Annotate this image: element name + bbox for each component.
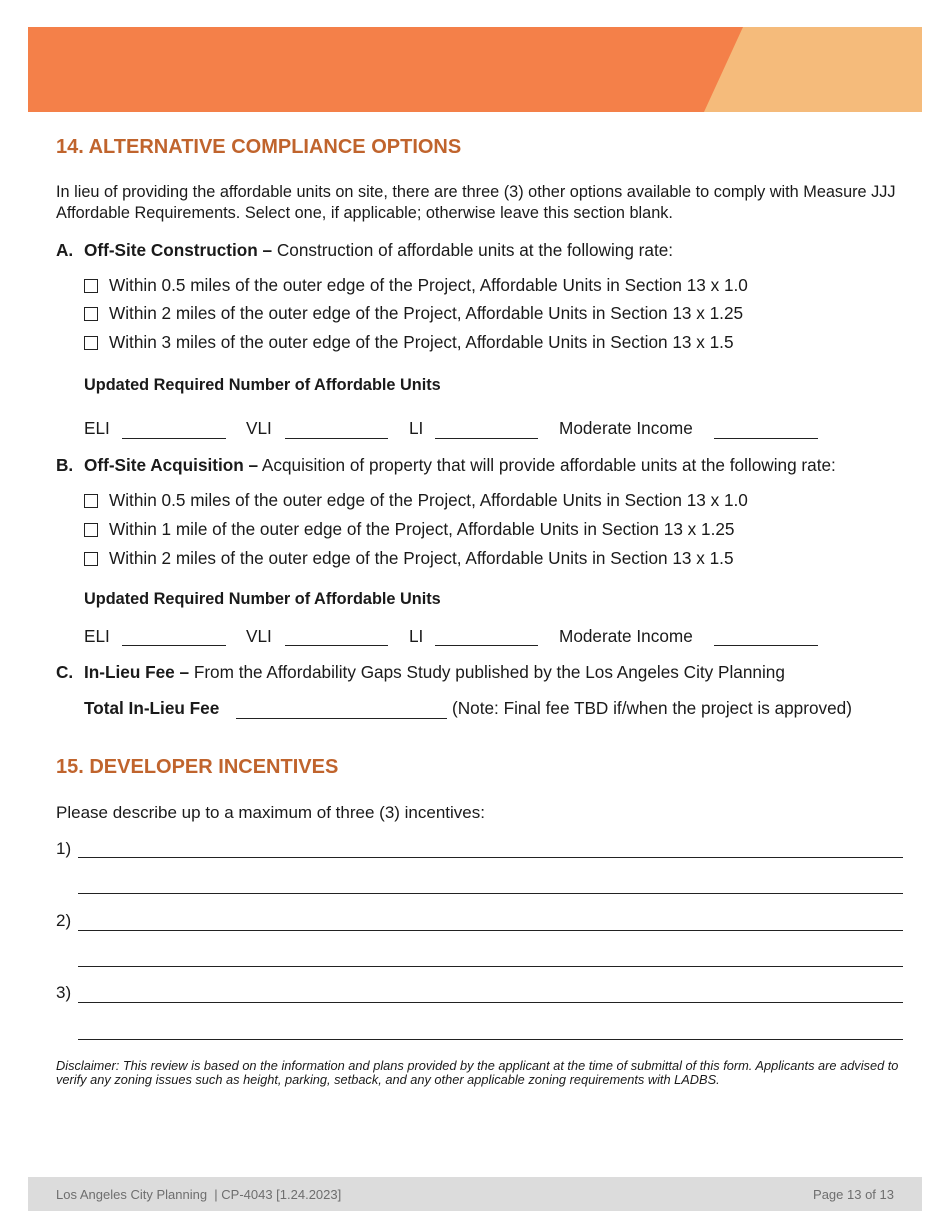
- option-a-eli-field[interactable]: [122, 438, 226, 439]
- disclaimer: Disclaimer: This review is based on the information and plans provided by the applicant at the time of submittal of this form. Applicants are advised to verify any zoning issues such as height, parking, setback, and any other applicable zoning requirements with LADBS.: [56, 1058, 899, 1087]
- option-a-letter: A.: [56, 240, 74, 260]
- option-a-choice-3[interactable]: [84, 332, 734, 353]
- option-b-letter: B.: [56, 455, 74, 475]
- incentive-2-line-2[interactable]: [78, 966, 903, 967]
- option-c-title: In-Lieu Fee –: [84, 662, 190, 682]
- option-c-letter: C.: [56, 662, 74, 682]
- in-lieu-fee-label: Total In-Lieu Fee: [84, 698, 220, 718]
- option-b-vli-label: VLI: [246, 626, 272, 646]
- option-b-eli-field[interactable]: [122, 645, 226, 646]
- checkbox[interactable]: [84, 552, 98, 566]
- option-b-eli-label: ELI: [84, 626, 110, 646]
- checkbox[interactable]: [84, 494, 98, 508]
- option-a-moderate-field[interactable]: [714, 438, 818, 439]
- checkbox[interactable]: [84, 279, 98, 293]
- page-footer: [28, 1177, 922, 1211]
- option-b-units-heading: Updated Required Number of Affordable Units: [84, 590, 441, 608]
- option-a-eli-label: ELI: [84, 418, 110, 438]
- incentive-1-line-2[interactable]: [78, 893, 903, 894]
- incentive-3-line-2[interactable]: [78, 1039, 903, 1040]
- option-b-moderate-label: Moderate Income: [559, 626, 693, 646]
- option-a-li-label: LI: [409, 418, 424, 438]
- in-lieu-fee-note: (Note: Final fee TBD if/when the project is approved): [452, 698, 852, 718]
- option-a-title-wrap: [84, 240, 673, 261]
- option-b-title-wrap: [84, 455, 836, 476]
- option-b-title: Off-Site Acquisition –: [84, 455, 259, 475]
- option-b-moderate-field[interactable]: [714, 645, 818, 646]
- option-a-vli-field[interactable]: [285, 438, 388, 439]
- option-a-choice-1[interactable]: [84, 275, 748, 296]
- option-c-title-wrap: [84, 662, 785, 683]
- option-c-heading: [56, 662, 785, 683]
- option-b-choice-3[interactable]: [84, 548, 734, 569]
- option-b-choice-1-label: Within 0.5 miles of the outer edge of the Project, Affordable Units in Section 13 x 1.0: [109, 490, 748, 510]
- option-b-choice-2-label: Within 1 mile of the outer edge of the Project, Affordable Units in Section 13 x 1.25: [109, 519, 735, 539]
- option-b-li-field[interactable]: [435, 645, 538, 646]
- section-15-intro: Please describe up to a maximum of three (3) incentives:: [56, 803, 485, 822]
- option-a-moderate-label: Moderate Income: [559, 418, 693, 438]
- incentive-1-line-1[interactable]: [78, 857, 903, 858]
- checkbox[interactable]: [84, 307, 98, 321]
- incentive-2-line-1[interactable]: [78, 930, 903, 931]
- footer-left: Los Angeles City Planning | CP-4043 [1.24.2023]: [56, 1187, 342, 1202]
- header-banner: [28, 27, 922, 112]
- incentive-2-number: 2): [56, 911, 72, 930]
- option-b-li-label: LI: [409, 626, 424, 646]
- incentive-3-line-1[interactable]: [78, 1002, 903, 1003]
- incentive-1-number: 1): [56, 839, 72, 858]
- option-a-units-heading: Updated Required Number of Affordable Units: [84, 376, 441, 394]
- section-15-title: 15. DEVELOPER INCENTIVES: [56, 756, 339, 778]
- option-b-desc: Acquisition of property that will provide affordable units at the following rate:: [258, 455, 836, 475]
- option-c-desc: From the Affordability Gaps Study published by the Los Angeles City Planning: [189, 662, 785, 682]
- option-a-choice-1-label: Within 0.5 miles of the outer edge of the Project, Affordable Units in Section 13 x 1.0: [109, 275, 748, 295]
- option-a-choice-3-label: Within 3 miles of the outer edge of the Project, Affordable Units in Section 13 x 1.5: [109, 332, 734, 352]
- option-a-desc: Construction of affordable units at the following rate:: [272, 240, 674, 260]
- footer-page-number: Page 13 of 13: [813, 1187, 894, 1202]
- option-b-vli-field[interactable]: [285, 645, 388, 646]
- option-a-choice-2-label: Within 2 miles of the outer edge of the Project, Affordable Units in Section 13 x 1.25: [109, 303, 744, 323]
- in-lieu-fee-field[interactable]: [236, 718, 447, 719]
- option-b-choice-3-label: Within 2 miles of the outer edge of the Project, Affordable Units in Section 13 x 1.5: [109, 548, 734, 568]
- option-a-title: Off-Site Construction –: [84, 240, 273, 260]
- option-a-li-field[interactable]: [435, 438, 538, 439]
- option-b-choice-2[interactable]: [84, 519, 734, 540]
- option-a-vli-label: VLI: [246, 418, 272, 438]
- option-a-choice-2[interactable]: [84, 303, 743, 324]
- option-a-heading: [56, 240, 674, 261]
- checkbox[interactable]: [84, 336, 98, 350]
- incentive-3-number: 3): [56, 983, 72, 1002]
- option-b-heading: [56, 455, 836, 476]
- section-14-intro: In lieu of providing the affordable units on site, there are three (3) other options available to comply with Measure JJJ Affordable Requirements. Select one, if applicable; otherwise leave this section blank.: [56, 183, 896, 222]
- option-b-choice-1[interactable]: [84, 490, 748, 511]
- section-14-title: 14. ALTERNATIVE COMPLIANCE OPTIONS: [56, 136, 462, 158]
- checkbox[interactable]: [84, 523, 98, 537]
